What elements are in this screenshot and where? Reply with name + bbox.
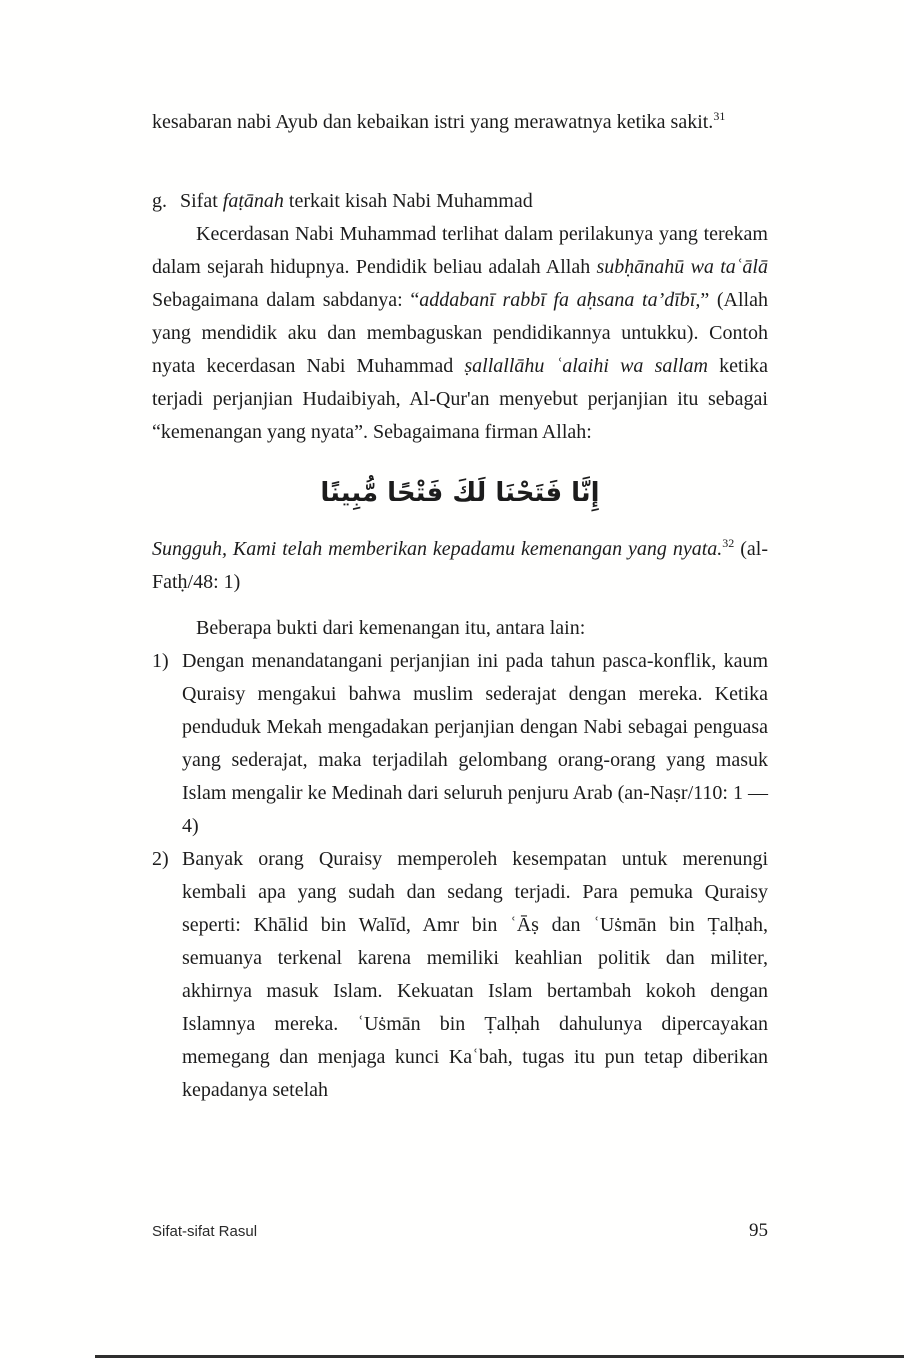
numbered-item	[152, 843, 768, 1107]
arabic-verse: إِنَّا فَتَحْنَا لَكَ فَتْحًا مُّبِينًا	[320, 478, 600, 508]
heading-pre: Sifat	[180, 190, 223, 212]
text-run-italic: addabanī rabbī fa aḥsana ta’dībī,	[419, 289, 701, 311]
text-run: Kecerdasan Nabi Muhammad terlihat dalam perilakunya yang terekam dalam sejarah hidupnya. Pendidik beliau adalah Allah	[152, 223, 768, 278]
item-number: 1)	[152, 650, 169, 672]
intro-line: Beberapa bukti dari kemenangan itu, antara lain:	[196, 617, 586, 639]
page-number: 95	[749, 1220, 768, 1241]
heading-post: terkait kisah Nabi Muhammad	[283, 190, 533, 212]
numbered-item	[152, 645, 768, 843]
section-label: g.	[152, 190, 167, 212]
text-run-italic: ṣallallāhu ʿalaihi wa sallam	[464, 355, 708, 377]
item-text: Dengan menandatangani perjanjian ini pada tahun pasca-konflik, kaum Quraisy mengakui bahwa muslim sederajat dengan mereka. Ketika penduduk Mekah mengadakan perjanjian dengan Nabi sebagai penguasa yang sederajat, maka terjadilah gelombang orang-orang yang masuk Islam mengalir ke Medinah dari seluruh penjuru Arab (an-Naṣr/110: 1 — 4)	[182, 650, 768, 837]
text-run: ketika terjadi perjanjian Hudaibiyah, Al-Qur'an menyebut perjanjian itu sebagai “kemenangan yang nyata”. Sebagaimana firman Allah:	[152, 355, 768, 443]
continuation-paragraph	[152, 106, 768, 139]
heading-term-italic: faṭānah	[222, 190, 284, 212]
footnote-marker-32: 32	[722, 536, 735, 550]
text-run: ” (Allah yang mendidik aku dan membaguskan pendidikannya untukku). Contoh nyata kecerdasan Nabi Muhammad	[152, 289, 768, 377]
translation-italic: Sungguh, Kami telah memberikan kepadamu kemenangan yang nyata.	[152, 538, 723, 560]
text-run: Sebagaimana dalam sabdanya: “	[152, 289, 420, 311]
running-footer-title: Sifat-sifat Rasul	[152, 1223, 258, 1240]
footnote-marker-31: 31	[713, 109, 726, 123]
verse-reference: (al-Fatḥ/48: 1)	[152, 538, 768, 593]
text-block	[152, 106, 768, 1107]
section-heading	[152, 185, 768, 218]
item-number: 2)	[152, 848, 169, 870]
page-footer	[152, 1220, 768, 1242]
item-text: Banyak orang Quraisy memperoleh kesempatan untuk merenungi kembali apa yang sudah dan sedang terjadi. Para pemuka Quraisy seperti: Khālid bin Walīd, Amr bin ʿĀṣ dan ʿUṡmān bin Ṭalḥah, semuanya terkenal karena memiliki keahlian politik dan militer, akhirnya masuk Islam. Kekuatan Islam bertambah kokoh dengan Islamnya mereka. ʿUṡmān bin Ṭalḥah dahulunya dipercayakan memegang dan menjaga kunci Kaʿbah, tugas itu pun tetap diberikan kepadanya setelah	[182, 848, 768, 1101]
text-run-italic: subḥānahū wa taʿālā	[596, 256, 768, 278]
continuation-text: kesabaran nabi Ayub dan kebaikan istri yang merawatnya ketika sakit.	[152, 111, 714, 133]
verse-translation	[152, 533, 768, 599]
section-heading-text	[180, 185, 533, 218]
body-paragraph-kecerdasan	[152, 218, 768, 449]
